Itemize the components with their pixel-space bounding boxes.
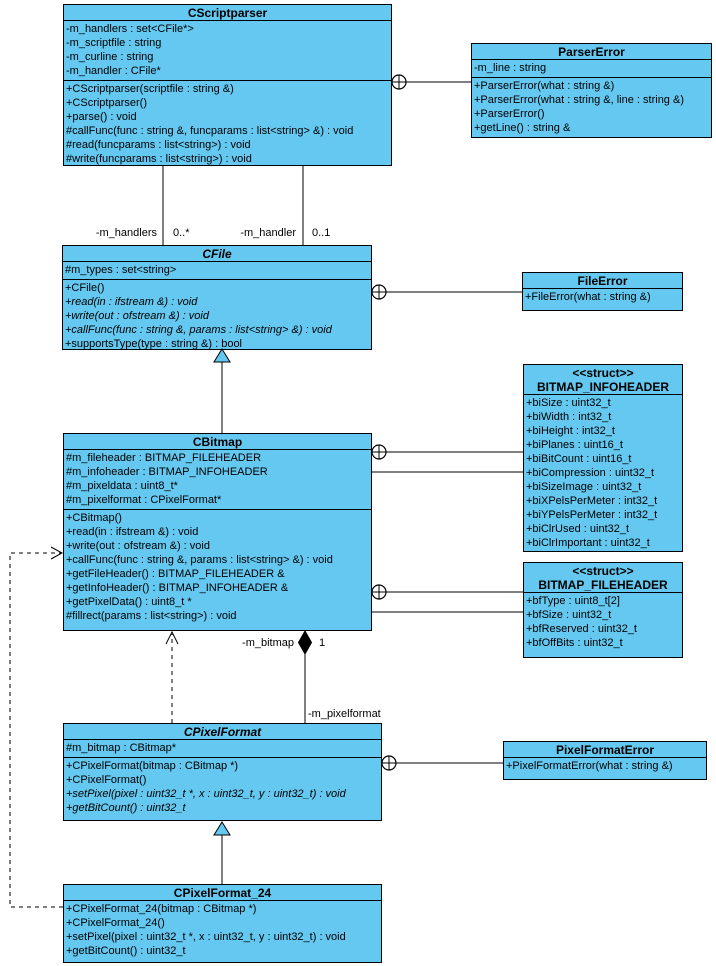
member-row: +setPixel(pixel : uint32_t *, x : uint32_t, y : uint32_t) : void bbox=[66, 788, 346, 800]
class-title: CFile bbox=[202, 247, 232, 261]
multiplicity-label: 0..* bbox=[173, 227, 190, 239]
member-row: +biPlanes : uint16_t bbox=[526, 439, 623, 451]
class-title: CBitmap bbox=[192, 435, 243, 449]
member-row: +biClrImportant : uint32_t bbox=[526, 537, 650, 549]
member-row: +CFile() bbox=[65, 282, 105, 294]
member-row: +setPixel(pixel : uint32_t *, x : uint32_t, y : uint32_t) : void bbox=[66, 931, 346, 943]
class-cbitmap bbox=[63, 433, 372, 631]
methods-compartment bbox=[64, 509, 371, 625]
stereotype-label: <<struct>> bbox=[572, 366, 634, 380]
member-row: #fillrect(params : list<string>) : void bbox=[66, 610, 237, 622]
class-parsererror bbox=[471, 43, 712, 138]
member-row: +supportsType(type : string &) : bool bbox=[65, 338, 243, 350]
role-label: -m_handlers bbox=[95, 227, 157, 239]
member-row: #m_pixeldata : uint8_t* bbox=[66, 480, 178, 492]
member-row: +write(out : ofstream &) : void bbox=[65, 310, 209, 322]
member-row: +ParserError() bbox=[474, 108, 545, 120]
member-row: -m_line : string bbox=[474, 62, 547, 74]
class-cscriptparser bbox=[63, 4, 392, 166]
member-row: +write(out : ofstream &) : void bbox=[66, 540, 210, 552]
member-row: +callFunc(func : string &, params : list<string> &) : void bbox=[65, 324, 332, 336]
dependency-cpixelformat-cbitmap bbox=[166, 632, 178, 723]
containment-circle-icon bbox=[372, 585, 386, 599]
member-row: +getPixelData() : uint8_t * bbox=[66, 596, 192, 608]
member-row: #m_fileheader : BITMAP_FILEHEADER bbox=[66, 452, 262, 464]
member-row: +getFileHeader() : BITMAP_FILEHEADER & bbox=[66, 568, 285, 580]
class-title: CPixelFormat bbox=[183, 725, 262, 739]
member-row: +FileError(what : string &) bbox=[525, 291, 651, 303]
member-row: -m_curline : string bbox=[66, 51, 154, 63]
methods-compartment bbox=[64, 900, 381, 960]
methods-compartment bbox=[64, 757, 381, 817]
generalization-cpixelformat24-cpixelformat bbox=[214, 822, 230, 884]
containment-circle-icon bbox=[392, 75, 406, 89]
member-row: +biWidth : int32_t bbox=[526, 411, 612, 423]
member-row: +parse() : void bbox=[66, 111, 137, 123]
member-row: +CPixelFormat() bbox=[66, 774, 147, 786]
methods-compartment bbox=[64, 80, 391, 166]
role-label: -m_bitmap bbox=[242, 637, 294, 649]
methods-compartment bbox=[472, 77, 711, 137]
dependency-cpixelformat24-cbitmap bbox=[10, 547, 63, 907]
role-label: -m_handler bbox=[240, 227, 296, 239]
member-row: +CPixelFormat_24() bbox=[66, 917, 165, 929]
class-title: PixelFormatError bbox=[555, 743, 655, 757]
class-title bbox=[524, 563, 682, 592]
member-row: +biCompression : uint32_t bbox=[526, 467, 655, 479]
class-fileerror bbox=[522, 272, 683, 311]
open-arrowhead-icon bbox=[51, 547, 62, 559]
member-row: #write(funcparams : list<string>) : void bbox=[66, 153, 252, 165]
member-row: +ParserError(what : string &, line : string &) bbox=[474, 94, 684, 106]
attributes-compartment bbox=[63, 261, 371, 279]
methods-compartment bbox=[504, 757, 706, 775]
containment-cpixelformat-pixelformaterror bbox=[382, 756, 503, 770]
class-cpixelformat bbox=[63, 723, 382, 821]
generalization-triangle-icon bbox=[214, 349, 230, 362]
member-row: -m_handler : CFile* bbox=[66, 65, 161, 77]
member-row: +biClrUsed : uint32_t bbox=[526, 523, 630, 535]
member-row: +PixelFormatError(what : string &) bbox=[506, 760, 673, 772]
member-row: +biYPelsPerMeter : int32_t bbox=[526, 509, 658, 521]
generalization-triangle-icon bbox=[214, 822, 230, 835]
association-m-handlers bbox=[96, 166, 190, 245]
member-row: +CScriptparser(scriptfile : string &) bbox=[66, 83, 234, 95]
methods-compartment bbox=[63, 279, 371, 350]
role-label: -m_pixelformat bbox=[308, 708, 381, 720]
class-title: FileError bbox=[577, 274, 628, 288]
composition-diamond-icon bbox=[299, 631, 312, 654]
member-row: #m_types : set<string> bbox=[65, 264, 177, 276]
attributes-compartment bbox=[524, 394, 682, 552]
class-title: CScriptparser bbox=[187, 6, 268, 20]
composition-cbitmap-cpixelformat bbox=[242, 631, 381, 723]
member-row: +read(in : ifstream &) : void bbox=[66, 526, 199, 538]
member-row: +CBitmap() bbox=[66, 512, 122, 524]
containment-cbitmap-fileheader bbox=[372, 585, 523, 612]
attributes-compartment bbox=[64, 449, 371, 509]
containment-cfile-fileerror bbox=[372, 285, 522, 299]
member-row: -m_scriptfile : string bbox=[66, 37, 162, 49]
member-row: -m_handlers : set<CFile*> bbox=[66, 23, 194, 35]
member-row: +getBitCount() : uint32_t bbox=[66, 945, 186, 957]
member-row: +biXPelsPerMeter : int32_t bbox=[526, 495, 658, 507]
member-row: +bfSize : uint32_t bbox=[526, 609, 612, 621]
member-row: #callFunc(func : string &, funcparams : list<string> &) : void bbox=[66, 125, 354, 137]
class-cpixelformat24 bbox=[63, 884, 382, 963]
member-row: +getLine() : string & bbox=[474, 122, 571, 134]
attributes-compartment bbox=[472, 59, 711, 77]
class-title: CPixelFormat_24 bbox=[173, 886, 272, 900]
member-row: +biSize : uint32_t bbox=[526, 397, 611, 409]
stereotype-label: <<struct>> bbox=[572, 564, 634, 578]
member-row: #m_bitmap : CBitmap* bbox=[66, 742, 177, 754]
class-title bbox=[524, 365, 682, 394]
member-row: +callFunc(func : string &, params : list<string> &) : void bbox=[66, 554, 333, 566]
struct-name: BITMAP_INFOHEADER bbox=[536, 380, 669, 394]
struct-name: BITMAP_FILEHEADER bbox=[538, 578, 668, 592]
containment-cbitmap-infoheader bbox=[372, 445, 523, 472]
member-row: +bfReserved : uint32_t bbox=[526, 623, 637, 635]
class-cfile bbox=[62, 245, 372, 350]
containment-circle-icon bbox=[372, 445, 386, 459]
class-pixelformaterror bbox=[503, 741, 707, 780]
multiplicity-label: 0..1 bbox=[312, 227, 331, 239]
member-row: +CPixelFormat(bitmap : CBitmap *) bbox=[66, 760, 239, 772]
member-row: +bfType : uint8_t[2] bbox=[526, 595, 620, 607]
member-row: +ParserError(what : string &) bbox=[474, 80, 615, 92]
attributes-compartment bbox=[64, 20, 391, 80]
containment-cscriptparser-parsererror bbox=[392, 75, 471, 89]
member-row: +biHeight : int32_t bbox=[526, 425, 615, 437]
attributes-compartment bbox=[64, 739, 381, 757]
member-row: +CPixelFormat_24(bitmap : CBitmap *) bbox=[66, 903, 257, 915]
attributes-compartment bbox=[524, 592, 682, 652]
containment-circle-icon bbox=[382, 756, 396, 770]
struct-bitmap-infoheader bbox=[523, 364, 683, 552]
member-row: +getBitCount() : uint32_t bbox=[66, 802, 186, 814]
open-arrowhead-icon bbox=[166, 632, 178, 644]
member-row: +biSizeImage : uint32_t bbox=[526, 481, 642, 493]
member-row: #read(funcparams : list<string>) : void bbox=[66, 139, 251, 151]
member-row: +CScriptparser() bbox=[66, 97, 147, 109]
member-row: +read(in : ifstream &) : void bbox=[65, 296, 198, 308]
methods-compartment bbox=[523, 288, 682, 306]
member-row: #m_pixelformat : CPixelFormat* bbox=[66, 494, 222, 506]
member-row: +getInfoHeader() : BITMAP_INFOHEADER & bbox=[66, 582, 289, 594]
association-m-handler bbox=[240, 166, 330, 245]
member-row: +bfOffBits : uint32_t bbox=[526, 637, 623, 649]
member-row: #m_infoheader : BITMAP_INFOHEADER bbox=[66, 466, 268, 478]
generalization-cbitmap-cfile bbox=[214, 349, 230, 433]
struct-bitmap-fileheader bbox=[523, 562, 683, 658]
member-row: +biBitCount : uint16_t bbox=[526, 453, 632, 465]
class-title: ParserError bbox=[558, 45, 625, 59]
containment-circle-icon bbox=[372, 285, 386, 299]
multiplicity-label: 1 bbox=[319, 637, 326, 649]
